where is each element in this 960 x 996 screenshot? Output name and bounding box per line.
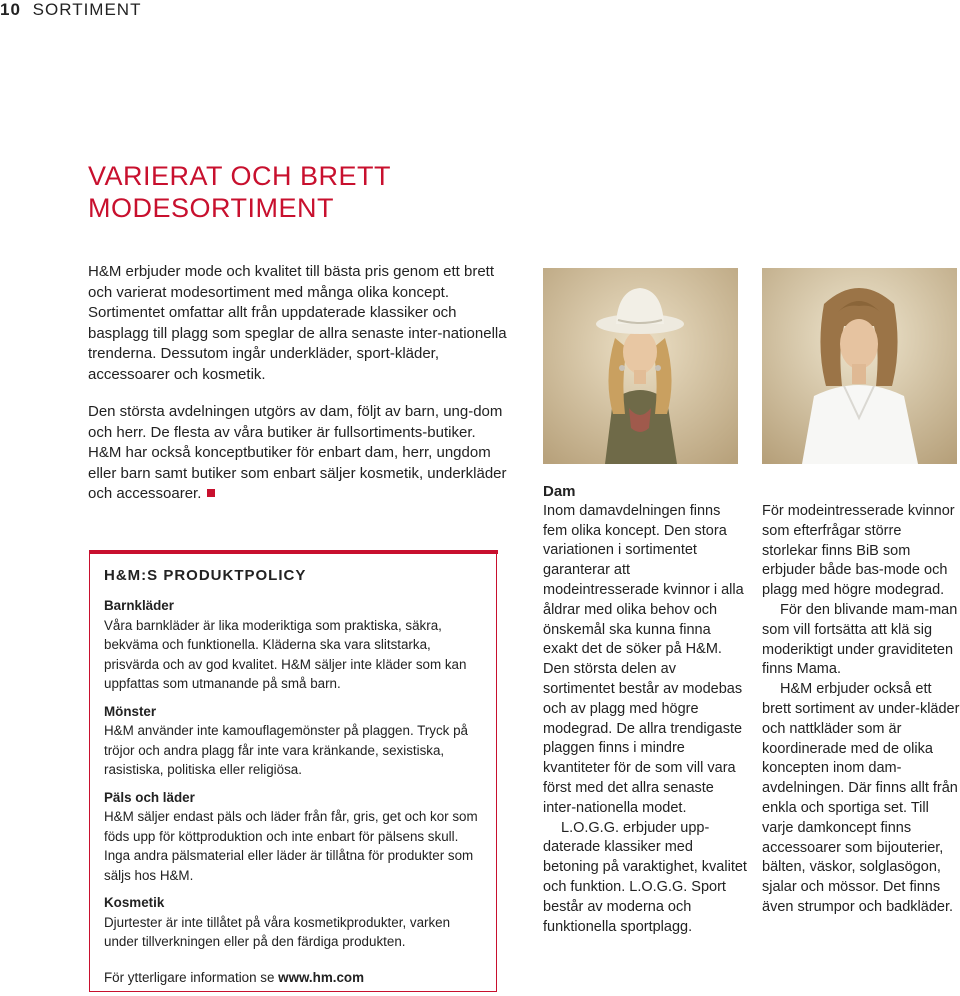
dam-paragraph-3: För modeintresserade kvinnor som efterfrågar större storlekar finns BiB som erbjuder både bas-mode och plagg med högre modegrad. — [762, 503, 955, 599]
page-header — [0, 0, 141, 20]
dam-paragraph-1: Inom damavdelningen finns fem olika koncept. Den stora variationen i sortimentet garanterar att modeintresserade kvinnor i alla åldrar med olika behov och önskemål ska kunna finna exakt det de söker på H&M. Den största delen av sortimentet består av modebas och av plagg med högre modegrad. De allra trendigaste plaggen finns i mindre kvantiteter för de som vill vara först med det allra senaste inter-nationella modet. — [543, 502, 744, 816]
product-policy-box — [89, 550, 497, 992]
end-mark-icon — [207, 489, 215, 497]
more-info — [104, 968, 488, 988]
policy-section-text: H&M använder inte kamouflagemönster på plaggen. Tryck på tröjor och andra plagg får inte vara kränkande, sexistiska, rasistiska, politiska eller religiösa. — [104, 723, 468, 777]
policy-body — [104, 596, 488, 995]
dam-column-2 — [762, 502, 960, 918]
model-white-shirt-photo — [762, 268, 957, 464]
page-title — [88, 160, 391, 224]
title-line-2: MODESORTIMENT — [88, 193, 335, 223]
policy-section-text: H&M säljer endast päls och läder från får, gris, get och kor som föds upp för köttproduktion och inte enbart för pälsens skull. Inga andra pälsmaterial eller läder är tillåtna för produkter som säljs hos H&M. — [104, 809, 478, 883]
policy-section-title: Päls och läder — [104, 789, 195, 805]
page-number: 10 — [0, 0, 21, 19]
policy-section-title: Mönster — [104, 703, 157, 719]
more-info-text: För ytterligare information se — [104, 969, 275, 985]
section-name: SORTIMENT — [32, 0, 142, 19]
policy-section-text: Djurtester är inte tillåtet på våra kosmetikprodukter, varken under tillverkningen eller på den färdiga produkten. — [104, 914, 451, 949]
dam-paragraph-5: H&M erbjuder också ett brett sortiment av under-kläder och nattkläder som är koordinerade med de olika koncepten inom dam-avdelningen. Där finns allt från enkla och sportiga set. Till varje damkoncept finns accessoarer som bijouterier, bälten, väskor, solglasögon, sjalar och mössor. Det finns även strumpor och badkläder. — [762, 681, 960, 915]
intro-paragraph-1: H&M erbjuder mode och kvalitet till bästa pris genom ett brett och varierat modesortiment med många olika koncept. Sortimentet omfattar allt från uppdaterade klassiker och basplagg till plagg som speglar de allra senaste inter-nationella trenderna. Dessutom ingår underkläder, sport-kläder, accessoarer och kosmetik. — [88, 263, 507, 383]
policy-heading: H&M:S PRODUKTPOLICY — [104, 567, 307, 584]
policy-section-text: Våra barnkläder är lika moderiktiga som praktiska, säkra, bekväma och funktionella. Kläderna ska vara slitstarka, prisvärda och av god kvalitet. H&M säljer inte kläder som kan uppfattas som utmanande på små barn. — [104, 617, 467, 691]
title-line-1: VARIERAT OCH BRETT — [88, 161, 392, 191]
policy-section-title: Kosmetik — [104, 895, 165, 910]
dam-paragraph-4: För den blivande mam-man som vill fortsätta att klä sig moderiktigt under graviditeten finns Mama. — [762, 601, 958, 678]
intro-paragraph-2-text: Den största avdelningen utgörs av dam, följt av barn, ung-dom och herr. De flesta av våra butiker är fullsortiments-butiker. H&M har också konceptbutiker för enbart dam, herr, ungdom eller barn samt butiker som enbart säljer kosmetik, underkläder och accessoarer. — [88, 403, 507, 502]
model-cowboy-hat-photo — [543, 268, 738, 464]
dam-heading: Dam — [543, 483, 576, 500]
website-link[interactable]: www.hm.com — [278, 969, 364, 985]
policy-section-title: Barnkläder — [104, 598, 174, 613]
dam-column-1 — [543, 482, 748, 937]
intro-paragraph-2 — [88, 402, 508, 505]
dam-paragraph-2: L.O.G.G. erbjuder upp-daterade klassiker med betoning på varaktighet, kvalitet och funktion. L.O.G.G. Sport består av moderna och funktionella sportplagg. — [543, 819, 747, 935]
